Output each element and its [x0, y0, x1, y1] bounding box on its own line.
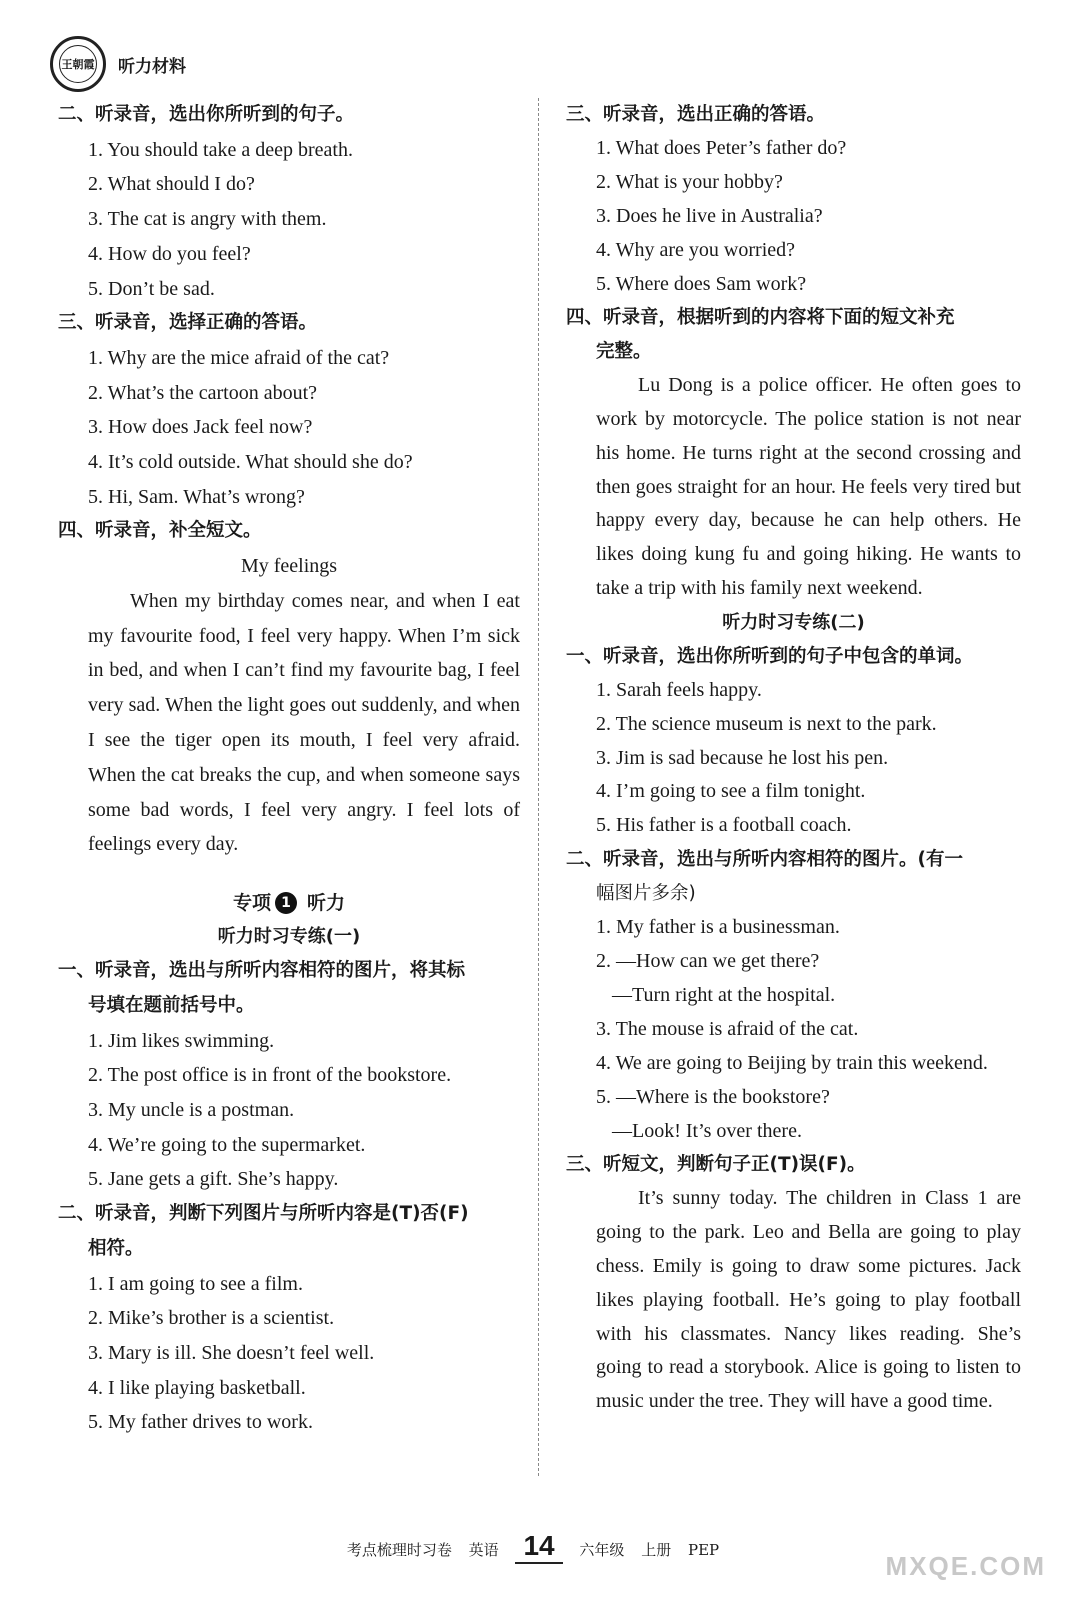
question-heading-cont: 完整。 — [596, 341, 652, 363]
question-heading-cont: 相符。 — [88, 1237, 144, 1259]
list-item: 1. I am going to see a film. — [88, 1272, 303, 1295]
question-heading: 一、听录音，选出与所听内容相符的图片，将其标 — [58, 960, 466, 982]
question-heading: 四、听录音，补全短文。 — [58, 520, 262, 542]
list-item: 1. My father is a businessman. — [596, 916, 840, 939]
watermark: MXQE.COM — [885, 1551, 1046, 1581]
question-heading-cont: 幅图片多余) — [596, 883, 696, 905]
list-item: 2. What is your hobby? — [596, 170, 783, 193]
list-item: 2. What’s the cartoon about? — [88, 381, 318, 404]
list-item: —Look! It’s over there. — [612, 1119, 802, 1142]
column-divider — [538, 98, 539, 1476]
question-heading: 一、听录音，选出你所听到的句子中包含的单词。 — [566, 645, 974, 667]
list-item: 3. The cat is angry with them. — [88, 208, 327, 231]
question-heading: 二、听录音，选出你所听到的句子。 — [58, 104, 355, 125]
list-item: 5. Where does Sam work? — [596, 272, 807, 295]
section-number-badge: 1 — [275, 892, 297, 914]
list-item: 5. Jane gets a gift. She’s happy. — [88, 1168, 339, 1191]
footer-edition: PEP — [687, 1541, 720, 1559]
list-item: 5. Hi, Sam. What’s wrong? — [88, 485, 305, 508]
list-item: 5. My father drives to work. — [88, 1411, 313, 1434]
list-item: 3. Jim is sad because he lost his pen. — [596, 746, 889, 769]
footer-subject: 英语 — [468, 1541, 499, 1559]
list-item: 1. You should take a deep breath. — [88, 138, 353, 161]
passage-text: It’s sunny today. The children in Class 1 are going to the park. Leo and Bella are going to play chess. Emily is going to draw some pictures. Jack likes playing football. He’s going to play football with his classmates. Nancy likes reading. She’s going to read a storybook. Alice is going to listen to music under the tree. They will have a good time. — [596, 1187, 1021, 1413]
header-title: 听力材料 — [118, 56, 186, 77]
list-item: 2. The science museum is next to the park. — [596, 712, 937, 735]
list-item: 5. Don’t be sad. — [88, 277, 215, 300]
logo-text: 王朝霞 — [59, 45, 97, 83]
list-item: 1. Sarah feels happy. — [596, 678, 762, 701]
page-number: 14 — [515, 1530, 562, 1564]
question-heading-cont: 号填在题前括号中。 — [88, 994, 255, 1016]
page-header — [50, 36, 186, 92]
list-item: 4. We’re going to the supermarket. — [88, 1133, 366, 1156]
list-item: 5. His father is a football coach. — [596, 814, 852, 837]
list-item: 1. What does Peter’s father do? — [596, 136, 847, 159]
list-item: 2. What should I do? — [88, 173, 255, 196]
footer-grade: 六年级 — [579, 1541, 625, 1559]
list-item: 4. I like playing basketball. — [88, 1376, 306, 1399]
passage-paragraph — [58, 584, 520, 862]
practice-subtitle: 听力时习专练(一) — [217, 926, 361, 948]
passage-paragraph — [566, 369, 1021, 606]
list-item: 3. Mary is ill. She doesn’t feel well. — [88, 1341, 375, 1364]
passage-text: When my birthday comes near, and when I eat my favourite food, I feel very happy. When I’m sick in bed, and when I can’t find my favourite bag, I feel very sad. When the light goes out suddenly, and when I see the tiger open its mouth, I feel very afraid. When the cat breaks the cup, and when someone says some bad words, I feel very angry. I feel lots of feelings every day. — [88, 589, 520, 856]
list-item: 3. My uncle is a postman. — [88, 1099, 295, 1122]
question-heading: 四、听录音，根据听到的内容将下面的短文补充 — [566, 307, 955, 329]
question-heading: 三、听录音，选择正确的答语。 — [58, 312, 318, 334]
section-title — [58, 886, 520, 920]
footer-book: 考点梳理时习卷 — [346, 1541, 452, 1559]
list-item: 3. Does he live in Australia? — [596, 204, 823, 227]
list-item: 4. Why are you worried? — [596, 238, 796, 261]
passage-paragraph — [566, 1182, 1021, 1419]
list-item: 4. It’s cold outside. What should she do? — [88, 451, 413, 474]
list-item: 2. The post office is in front of the bookstore. — [88, 1064, 452, 1087]
passage-text: Lu Dong is a police officer. He often goes to work by motorcycle. The police station is not near his home. He turns right at the second crossing and then goes straight for an hour. He feels very tired but happy every day, because he can help others. He likes doing kung fu and going hiking. He wants to take a trip with his family next weekend. — [596, 374, 1021, 600]
question-heading: 三、听短文，判断句子正(T)误(F)。 — [566, 1154, 866, 1176]
list-item: 1. Why are the mice afraid of the cat? — [88, 346, 390, 369]
passage-title: My feelings — [240, 555, 338, 578]
list-item: 3. How does Jack feel now? — [88, 416, 313, 439]
section-prefix: 专项 — [232, 892, 271, 915]
question-heading: 三、听录音，选出正确的答语。 — [566, 104, 826, 125]
list-item: —Turn right at the hospital. — [612, 983, 836, 1006]
question-heading: 二、听录音，判断下列图片与所听内容是(T)否(F) — [58, 1203, 469, 1225]
list-item: 4. How do you feel? — [88, 242, 251, 265]
list-item: 3. The mouse is afraid of the cat. — [596, 1017, 859, 1040]
publisher-logo — [50, 36, 106, 92]
left-column — [58, 98, 520, 1440]
list-item: 2. —How can we get there? — [596, 949, 820, 972]
question-heading: 二、听录音，选出与所听内容相符的图片。(有一 — [566, 849, 963, 871]
footer-term: 上册 — [641, 1541, 672, 1559]
practice-subtitle: 听力时习专练(二) — [722, 611, 865, 633]
section-name: 听力 — [307, 892, 346, 915]
list-item: 1. Jim likes swimming. — [88, 1029, 275, 1052]
list-item: 5. —Where is the bookstore? — [596, 1085, 830, 1108]
list-item: 4. We are going to Beijing by train this weekend. — [596, 1051, 988, 1074]
list-item: 2. Mike’s brother is a scientist. — [88, 1307, 335, 1330]
list-item: 4. I’m going to see a film tonight. — [596, 780, 866, 803]
right-column — [566, 98, 1021, 1419]
